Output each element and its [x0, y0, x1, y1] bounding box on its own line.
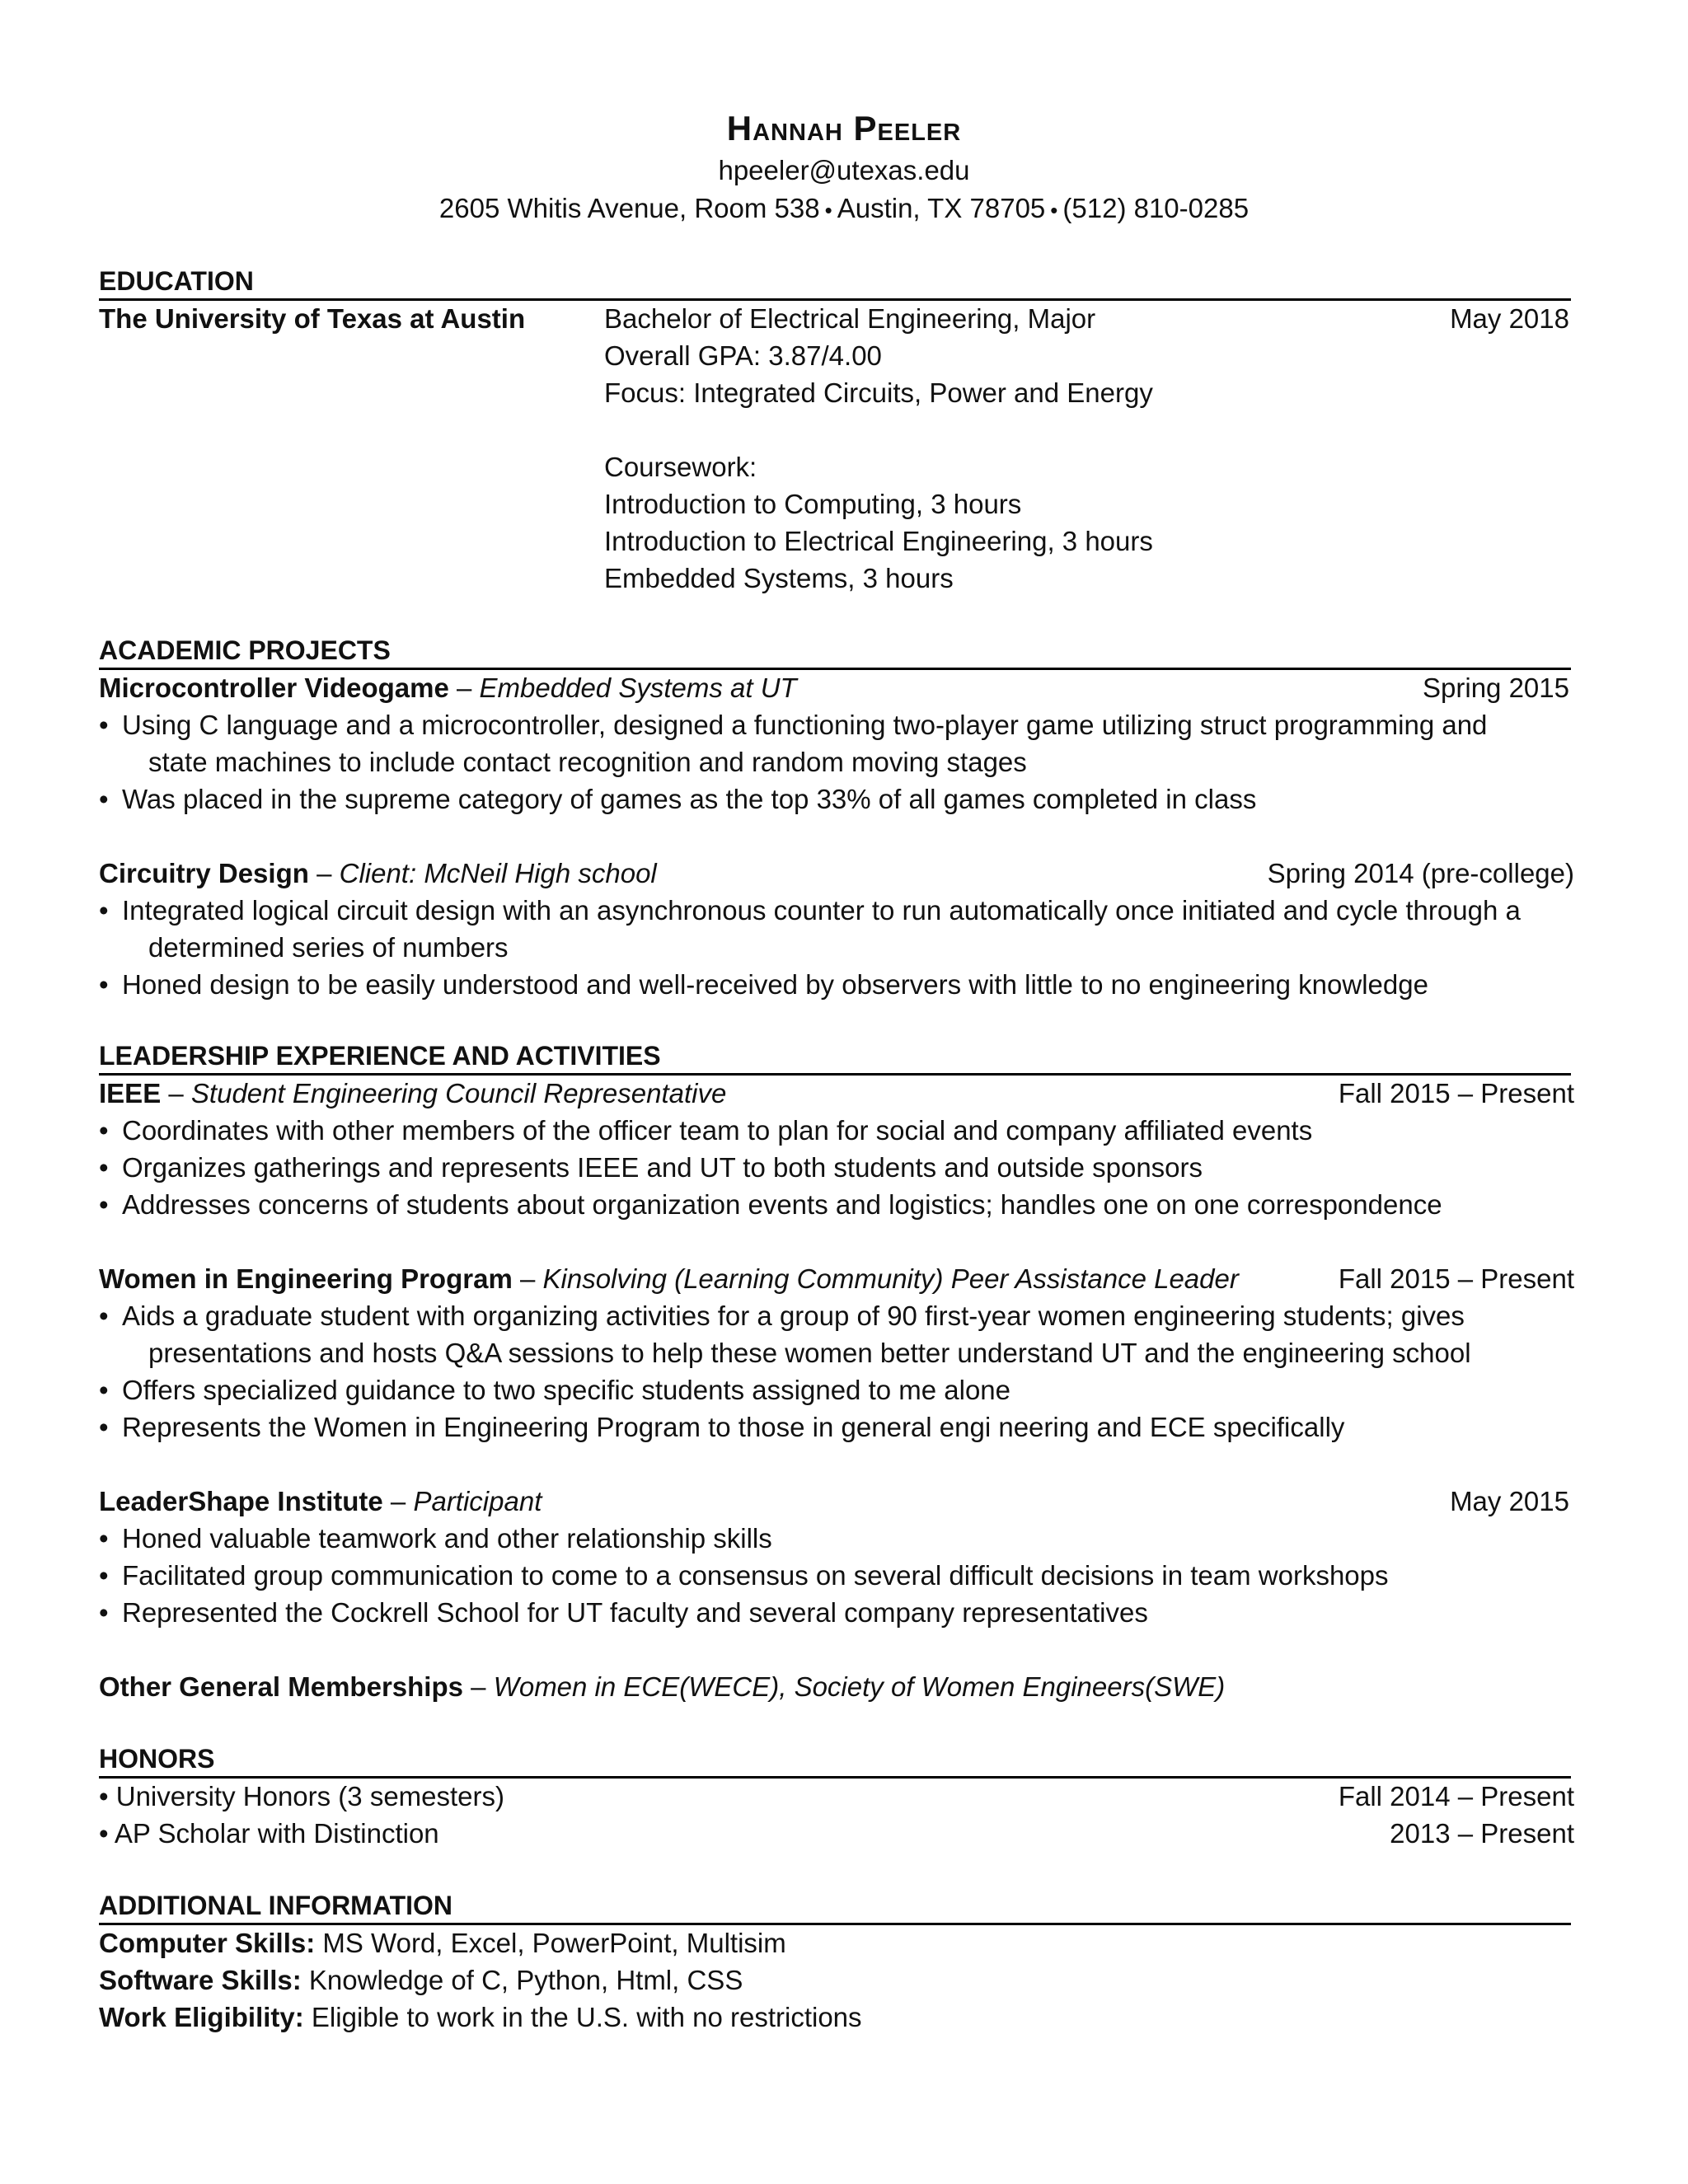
bullet-text: Facilitated group communication to come to a consensus on several difficult decisions in team workshops — [122, 1560, 1389, 1591]
additional-item — [99, 1999, 1574, 2036]
bullet-dot: • — [99, 1115, 109, 1146]
additional-heading: ADDITIONAL INFORMATION — [99, 1890, 1571, 1925]
honor-name: AP Scholar with Distinction — [114, 1818, 439, 1849]
dash: – — [308, 858, 340, 888]
project-title — [99, 669, 797, 706]
bullet-item — [99, 1186, 1574, 1223]
bullet-text: Organizes gatherings and represents IEEE and UT to both students and outside sponsors — [122, 1152, 1203, 1183]
dash: – — [161, 1078, 191, 1108]
bullet-dot: • — [99, 969, 109, 1000]
project-date: Spring 2015 — [1423, 673, 1569, 703]
activity-title — [99, 1075, 726, 1112]
focus-row — [99, 374, 1574, 411]
bullet-text-continued: determined series of numbers — [148, 932, 509, 963]
bullet-dot: • — [99, 710, 109, 740]
course-row — [99, 560, 1574, 597]
course-row — [99, 485, 1574, 523]
bullet-dot: • — [99, 1375, 109, 1405]
course-item: Embedded Systems, 3 hours — [604, 563, 954, 593]
resume-header — [0, 105, 1688, 229]
bullet-item — [99, 1557, 1574, 1594]
activity-title-row — [99, 1483, 1574, 1520]
project-title-row — [99, 855, 1574, 892]
focus: Focus: Integrated Circuits, Power and Energy — [604, 377, 1153, 408]
candidate-name: Hannah Peeler — [726, 109, 962, 148]
project-date: Spring 2014 (pre-college) — [1267, 858, 1574, 888]
bullet-text: Coordinates with other members of the officer team to plan for social and company affiliated events — [122, 1115, 1313, 1146]
project-title-row — [99, 669, 1574, 706]
education-row — [99, 300, 1574, 337]
bullet-text-continued: presentations and hosts Q&A sessions to help these women better understand UT and the engineering school — [148, 1338, 1471, 1368]
dash: – — [512, 1263, 543, 1294]
bullet-item — [99, 1112, 1574, 1149]
additional-label: Computer Skills: — [99, 1928, 316, 1958]
additional-line — [99, 1961, 743, 1999]
project-name: Microcontroller Videogame — [99, 673, 449, 703]
activity-role: Kinsolving (Learning Community) Peer Assistance Leader — [542, 1263, 1239, 1294]
honor-item — [99, 1778, 1574, 1815]
additional-label: Software Skills: — [99, 1965, 302, 1995]
additional-item — [99, 1924, 1574, 1961]
degree: Bachelor of Electrical Engineering, Major — [604, 303, 1096, 334]
additional-value: Eligible to work in the U.S. with no restrictions — [303, 2002, 862, 2032]
bullet-dot: • — [99, 1301, 109, 1331]
city: Austin, TX 78705 — [837, 193, 1046, 223]
activity-name: LeaderShape Institute — [99, 1486, 383, 1516]
activity-title-row — [99, 1260, 1574, 1297]
other-memberships-value: Women in ECE(WECE), Society of Women Engineers(SWE) — [493, 1671, 1226, 1702]
bullet-text: Was placed in the supreme category of games as the top 33% of all games completed in class — [122, 784, 1257, 814]
bullet-dot: • — [99, 1560, 109, 1591]
other-memberships-row — [99, 1668, 1574, 1705]
activity-name: IEEE — [99, 1078, 162, 1108]
bullet-dot: • — [99, 1781, 109, 1811]
email: hpeeler@utexas.edu — [718, 155, 970, 185]
bullet-text: Addresses concerns of students about organization events and logistics; handles one on one correspondence — [122, 1189, 1442, 1220]
other-memberships-label: Other General Memberships — [99, 1671, 463, 1702]
bullet-text: Using C language and a microcontroller, designed a functioning two-player game utilizing struct programming and — [122, 710, 1488, 740]
dash: – — [448, 673, 480, 703]
course-item: Introduction to Electrical Engineering, 3 hours — [604, 526, 1153, 556]
gpa-row — [99, 337, 1574, 374]
projects-heading: ACADEMIC PROJECTS — [99, 635, 1571, 670]
education-heading: EDUCATION — [99, 265, 1571, 301]
honor-text — [99, 1778, 504, 1815]
bullet-item — [99, 1520, 1574, 1557]
bullet-dot: • — [99, 1412, 109, 1442]
bullet-text: Honed valuable teamwork and other relationship skills — [122, 1523, 772, 1554]
bullet-dot: • — [99, 895, 109, 926]
bullet-text: Integrated logical circuit design with an asynchronous counter to run automatically once initiated and cycle through a — [122, 895, 1521, 926]
project-name: Circuitry Design — [99, 858, 309, 888]
dash: – — [462, 1671, 494, 1702]
bullet-text-continued: state machines to include contact recognition and random moving stages — [148, 747, 1027, 777]
honors-heading: HONORS — [99, 1743, 1571, 1779]
bullet-dot: • — [99, 1152, 109, 1183]
honor-date: Fall 2014 – Present — [1338, 1781, 1574, 1811]
bullet-dot: • — [99, 1189, 109, 1220]
activity-role: Student Engineering Council Representative — [190, 1078, 727, 1108]
additional-line — [99, 1999, 862, 2036]
gpa: Overall GPA: 3.87/4.00 — [604, 340, 882, 371]
course-row — [99, 523, 1574, 560]
separator-dot: • — [824, 198, 832, 223]
additional-value: Knowledge of C, Python, Html, CSS — [301, 1965, 743, 1995]
address: 2605 Whitis Avenue, Room 538 — [438, 193, 820, 223]
dash: – — [382, 1486, 414, 1516]
bullet-item — [99, 1408, 1574, 1446]
bullet-text: Represents the Women in Engineering Program to those in general engi neering and ECE specifically — [122, 1412, 1345, 1442]
additional-item — [99, 1961, 1574, 1999]
activity-title-row — [99, 1075, 1574, 1112]
honor-name: University Honors (3 semesters) — [115, 1781, 505, 1811]
bullet-dot: • — [99, 1597, 109, 1628]
bullet-text: Honed design to be easily understood and well-received by observers with little to no engineering knowledge — [122, 969, 1428, 1000]
activity-title — [99, 1260, 1239, 1297]
bullet-item — [99, 1594, 1574, 1631]
other-memberships — [99, 1668, 1225, 1705]
additional-value: MS Word, Excel, PowerPoint, Multisim — [315, 1928, 786, 1958]
bullet-text: Aids a graduate student with organizing activities for a group of 90 first-year women engineering students; gives — [122, 1301, 1465, 1331]
bullet-item — [99, 780, 1574, 818]
bullet-item — [99, 706, 1574, 780]
activity-name: Women in Engineering Program — [99, 1263, 513, 1294]
project-title — [99, 855, 657, 892]
contact-line — [0, 190, 1688, 229]
course-item: Introduction to Computing, 3 hours — [604, 489, 1022, 519]
additional-line — [99, 1924, 786, 1961]
bullet-item — [99, 1149, 1574, 1186]
bullet-dot: • — [99, 784, 109, 814]
graduation-date: May 2018 — [1450, 303, 1569, 334]
honor-date: 2013 – Present — [1390, 1818, 1574, 1849]
school-name: The University of Texas at Austin — [99, 303, 526, 334]
coursework-label: Coursework: — [604, 452, 757, 482]
leadership-heading: LEADERSHIP EXPERIENCE AND ACTIVITIES — [99, 1040, 1571, 1076]
bullet-dot: • — [99, 1818, 109, 1849]
additional-label: Work Eligibility: — [99, 2002, 304, 2032]
activity-title — [99, 1483, 542, 1520]
bullet-item — [99, 1297, 1574, 1371]
bullet-text: Represented the Cockrell School for UT faculty and several company representatives — [122, 1597, 1148, 1628]
bullet-item — [99, 1371, 1574, 1408]
bullet-item — [99, 892, 1574, 966]
bullet-item — [99, 966, 1574, 1003]
activity-date: Fall 2015 – Present — [1338, 1263, 1574, 1294]
honor-text — [99, 1815, 439, 1852]
phone: (512) 810-0285 — [1062, 193, 1250, 223]
activity-date: Fall 2015 – Present — [1338, 1078, 1574, 1108]
separator-dot: • — [1050, 198, 1058, 223]
activity-date: May 2015 — [1450, 1486, 1569, 1516]
bullet-dot: • — [99, 1523, 109, 1554]
activity-role: Participant — [413, 1486, 542, 1516]
project-subtitle: Client: McNeil High school — [339, 858, 657, 888]
project-subtitle: Embedded Systems at UT — [479, 673, 797, 703]
bullet-text: Offers specialized guidance to two specific students assigned to me alone — [122, 1375, 1011, 1405]
coursework-row — [99, 448, 1574, 485]
honor-item — [99, 1815, 1574, 1852]
